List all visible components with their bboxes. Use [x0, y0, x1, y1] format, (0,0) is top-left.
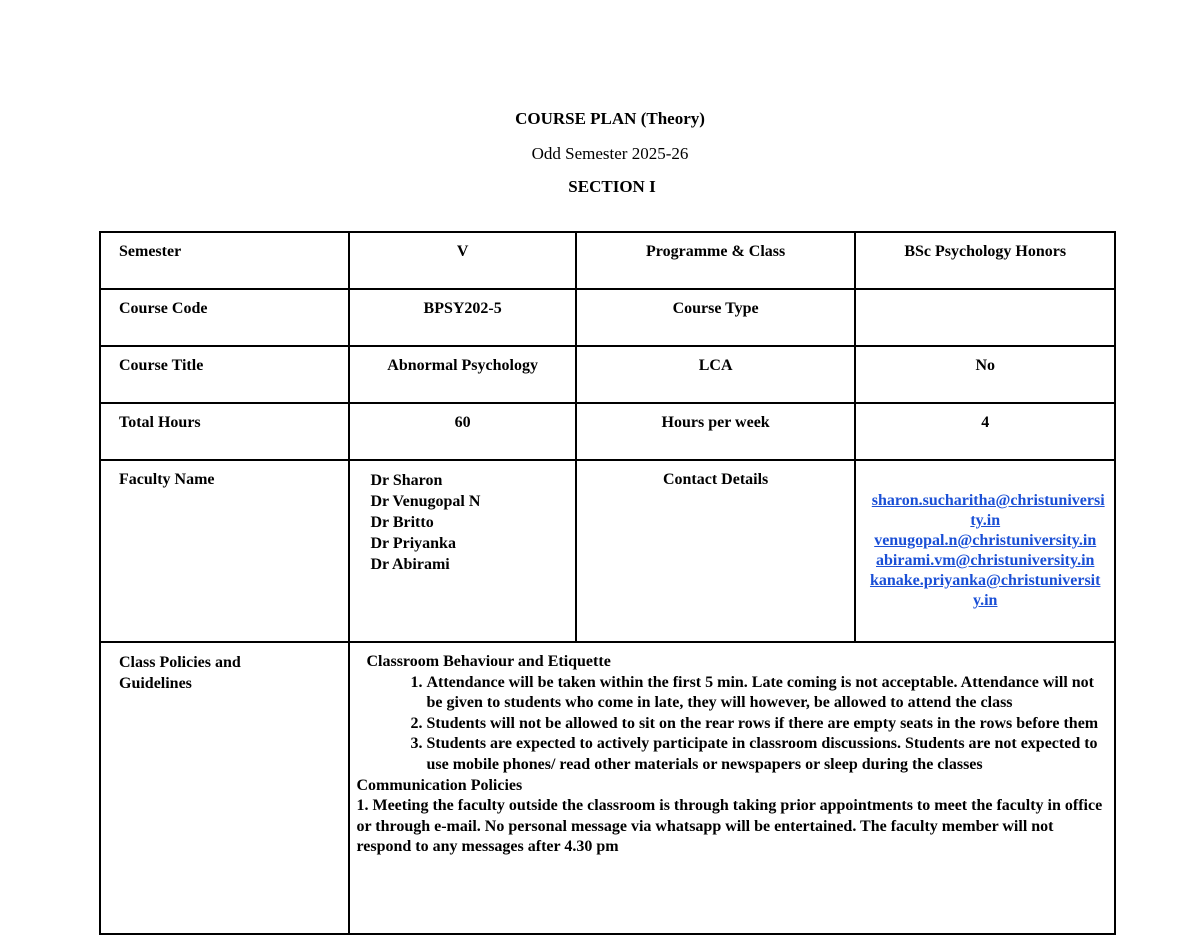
behaviour-heading: Classroom Behaviour and Etiquette — [366, 653, 611, 670]
email-link[interactable]: venugopal.n@christuniversity.in — [874, 532, 1097, 549]
communication-heading: Communication Policies — [356, 776, 523, 794]
page-title: COURSE PLAN (Theory) — [515, 109, 705, 128]
course-code-label: Course Code — [119, 300, 208, 317]
semester-subtitle: Odd Semester 2025-26 — [531, 144, 689, 163]
communication-item: 1. Meeting the faculty outside the classroom is through taking prior appointments to meet the faculty in office or through e-mail. No personal message via whatsapp will be entertained. The faculty member will not respond to any messages after 4.30 pm — [356, 797, 1103, 856]
policies-content — [350, 643, 1114, 858]
email-link[interactable]: abirami.vm@christuniversity.in — [876, 552, 1095, 569]
course-type-value — [856, 290, 1114, 299]
faculty-name: Dr Sharon — [370, 472, 443, 489]
course-code-value: BPSY202-5 — [423, 300, 502, 317]
email-link[interactable]: y.in — [972, 592, 998, 609]
behaviour-list — [356, 673, 1104, 776]
email-link[interactable]: ty.in — [970, 512, 1001, 529]
faculty-name: Dr Venugopal N — [370, 493, 481, 510]
lca-value: No — [975, 357, 995, 374]
table-row — [100, 642, 1115, 934]
faculty-name-list — [350, 461, 574, 575]
hours-per-week-label: Hours per week — [661, 414, 770, 431]
programme-label: Programme & Class — [646, 243, 786, 260]
course-type-label: Course Type — [672, 300, 759, 317]
semester-value: V — [456, 243, 469, 260]
hours-per-week-value: 4 — [981, 414, 990, 431]
policies-label-line: Guidelines — [119, 675, 192, 692]
faculty-name: Dr Abirami — [370, 556, 450, 573]
table-row — [100, 460, 1115, 642]
contact-details-label: Contact Details — [662, 471, 769, 488]
policies-label — [101, 643, 348, 694]
policies-label-line: Class Policies and — [119, 654, 241, 671]
table-row — [100, 289, 1115, 346]
table-row — [100, 232, 1115, 289]
list-item: 3. Students are expected to actively participate in classroom discussions. Students are not expected to use mobile phones/ read other materials or newspapers or sleep during the classes — [426, 734, 1104, 775]
email-link[interactable]: sharon.sucharitha@christuniversi — [871, 492, 1105, 509]
email-list — [856, 461, 1114, 611]
list-item: 2. Students will not be allowed to sit on the rear rows if there are empty seats in the rows before them — [426, 714, 1104, 735]
course-plan-table — [99, 231, 1116, 935]
course-title-value: Abnormal Psychology — [387, 357, 538, 374]
faculty-name: Dr Priyanka — [370, 535, 456, 552]
total-hours-label: Total Hours — [119, 414, 201, 431]
table-row — [100, 346, 1115, 403]
lca-label: LCA — [698, 357, 733, 374]
list-item: 1. Attendance will be taken within the first 5 min. Late coming is not acceptable. Attendance will not be given to students who come in late, they will however, be allowed to attend the class — [426, 673, 1104, 714]
section-heading: SECTION I — [568, 177, 656, 196]
email-link[interactable]: kanake.priyanka@christuniversit — [869, 572, 1101, 589]
faculty-name-label: Faculty Name — [119, 471, 215, 488]
course-title-label: Course Title — [119, 357, 204, 374]
table-row — [100, 403, 1115, 460]
programme-value: BSc Psychology Honors — [904, 243, 1067, 260]
total-hours-value: 60 — [454, 414, 471, 431]
faculty-name: Dr Britto — [370, 514, 434, 531]
semester-label: Semester — [119, 243, 182, 260]
